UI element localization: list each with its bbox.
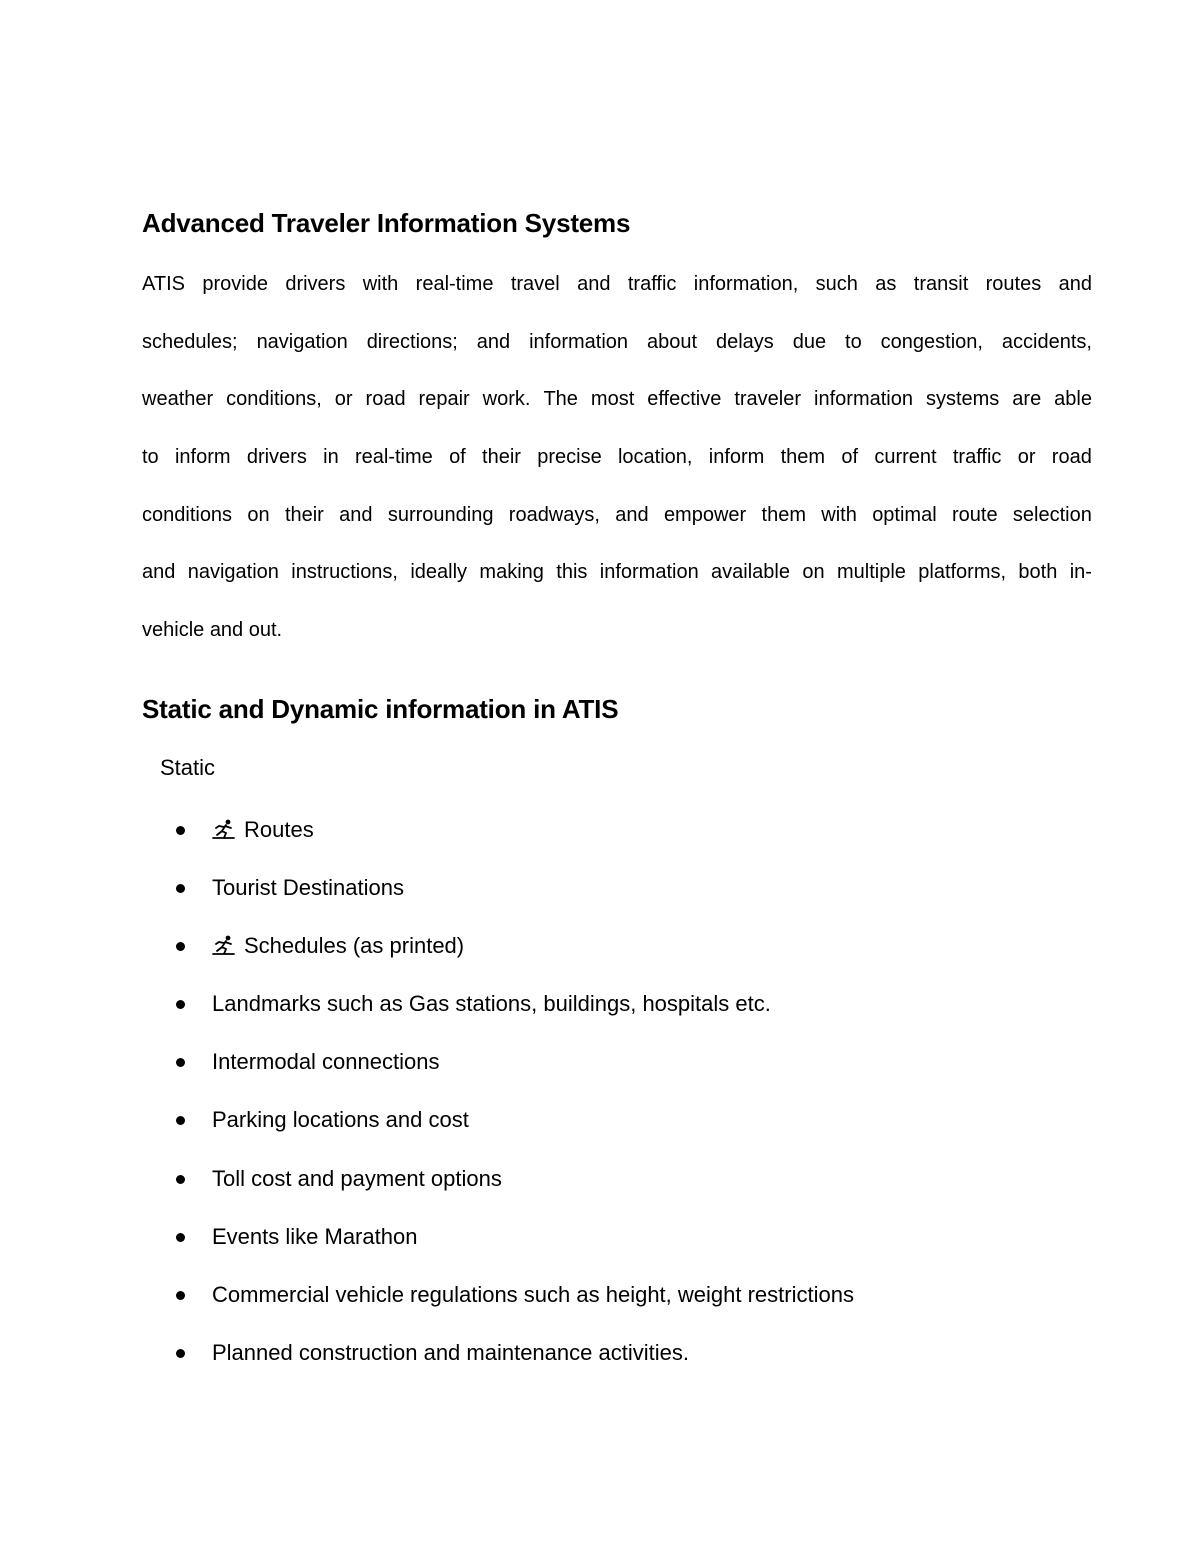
paragraph-word: of	[841, 446, 859, 469]
paragraph-word: navigation	[256, 330, 348, 353]
paragraph-word: selection	[1012, 503, 1092, 526]
list-item	[0, 1161, 1200, 1219]
paragraph-line	[142, 266, 1092, 324]
atis-paragraph	[142, 266, 1092, 670]
paragraph-word: surrounding	[387, 503, 494, 526]
heading-atis: Advanced Traveler Information Systems	[142, 208, 631, 238]
paragraph-word: on	[247, 503, 270, 526]
list-item-content	[212, 812, 314, 848]
paragraph-word: systems	[925, 388, 1000, 411]
paragraph-word: most	[590, 388, 635, 411]
paragraph-word: route	[951, 503, 998, 526]
list-item-content	[212, 928, 464, 964]
paragraph-word: traffic	[952, 446, 1002, 469]
paragraph-word: available	[711, 561, 790, 584]
list-item	[0, 812, 1200, 870]
paragraph-word: travel	[510, 273, 560, 295]
paragraph-word: repair	[418, 388, 470, 411]
paragraph-word: of	[449, 446, 466, 469]
paragraph-line	[142, 439, 1092, 497]
paragraph-line	[142, 554, 1092, 612]
paragraph-word: road	[1051, 446, 1092, 469]
paragraph-word: conditions	[142, 503, 233, 526]
paragraph-word: making	[479, 561, 544, 584]
static-label: Static	[160, 755, 216, 780]
paragraph-word: inform	[708, 446, 765, 469]
bullet-icon	[176, 1349, 185, 1358]
bullet-icon	[176, 1291, 185, 1300]
paragraph-word: drivers	[285, 273, 346, 295]
paragraph-word: real-time	[354, 446, 433, 469]
paragraph-word: provide	[202, 273, 268, 295]
paragraph-word: location,	[617, 446, 693, 469]
paragraph-word: roadways,	[508, 503, 600, 526]
list-item	[0, 928, 1200, 986]
paragraph-word: vehicle and out.	[142, 619, 283, 642]
list-item-text: Toll cost and payment options	[212, 1165, 502, 1191]
paragraph-line	[142, 324, 1092, 382]
paragraph-word: congestion,	[880, 330, 983, 353]
paragraph-word: real-time	[415, 273, 494, 295]
list-item	[0, 1277, 1200, 1335]
list-item-text: Landmarks such as Gas stations, buildings, hospitals etc.	[212, 991, 771, 1017]
list-item	[0, 870, 1200, 928]
list-item-text: Tourist Destinations	[212, 875, 404, 901]
paragraph-word: optimal	[872, 503, 937, 526]
list-item	[0, 1102, 1200, 1160]
paragraph-word: traffic	[627, 273, 677, 295]
paragraph-word: or	[1017, 446, 1036, 469]
paragraph-word: weather	[142, 388, 214, 411]
paragraph-word: and	[339, 503, 373, 526]
paragraph-word: accidents,	[1001, 330, 1092, 353]
paragraph-word: conditions,	[226, 388, 322, 411]
static-list	[0, 812, 1200, 1393]
paragraph-word: in	[323, 446, 339, 469]
paragraph-line	[142, 612, 1092, 670]
bullet-icon	[176, 826, 185, 835]
paragraph-word: and	[577, 273, 611, 295]
bullet-icon	[176, 1175, 185, 1184]
list-item	[0, 1335, 1200, 1393]
paragraph-word: The	[543, 388, 578, 411]
paragraph-word: with	[821, 503, 857, 526]
paragraph-word: their	[482, 446, 521, 469]
list-item-content	[212, 986, 771, 1022]
bullet-icon	[176, 942, 185, 951]
paragraph-word: effective	[647, 388, 722, 411]
list-item-content	[212, 1335, 689, 1371]
paragraph-word: schedules;	[142, 330, 238, 353]
list-item	[0, 1044, 1200, 1102]
paragraph-word: inform	[174, 446, 231, 469]
paragraph-word: to	[845, 330, 862, 353]
paragraph-word: and	[615, 503, 649, 526]
paragraph-word: routes	[985, 273, 1042, 295]
list-item-content	[212, 1044, 439, 1080]
paragraph-word: ideally	[410, 561, 468, 584]
paragraph-word: ATIS	[142, 273, 185, 295]
heading-static-dynamic: Static and Dynamic information in ATIS	[142, 694, 619, 724]
paragraph-word: to	[142, 446, 159, 469]
paragraph-word: in-	[1069, 561, 1092, 584]
bullet-icon	[176, 1233, 185, 1242]
paragraph-word: drivers	[246, 446, 307, 469]
paragraph-word: and	[142, 561, 176, 584]
paragraph-word: with	[362, 273, 399, 295]
list-item-text: Routes	[244, 817, 314, 842]
paragraph-line	[142, 497, 1092, 555]
list-item-text: Schedules (as printed)	[244, 933, 465, 959]
list-item-text: Planned construction and maintenance activities.	[212, 1339, 689, 1365]
paragraph-word: empower	[663, 503, 747, 526]
paragraph-word: due	[792, 330, 827, 353]
list-item-text: Events like Marathon	[212, 1223, 418, 1249]
paragraph-word: this	[556, 561, 588, 584]
list-item	[0, 986, 1200, 1044]
paragraph-word: or	[334, 388, 353, 411]
paragraph-word: them	[780, 446, 826, 469]
list-item	[0, 1219, 1200, 1277]
paragraph-word: instructions,	[291, 561, 398, 584]
paragraph-word: and	[476, 330, 511, 353]
paragraph-word: and	[1058, 273, 1092, 295]
list-item-content	[212, 1277, 854, 1313]
paragraph-word: are	[1012, 388, 1042, 411]
runner-icon	[212, 934, 236, 956]
list-item-content	[212, 1219, 417, 1255]
paragraph-word: information	[529, 330, 629, 353]
paragraph-word: platforms,	[918, 561, 1007, 584]
paragraph-word: on	[802, 561, 825, 584]
paragraph-word: about	[646, 330, 698, 353]
bullet-icon	[176, 1000, 185, 1009]
paragraph-word: as	[875, 273, 897, 295]
paragraph-word: work.	[482, 388, 531, 411]
paragraph-word: such	[815, 273, 858, 295]
list-item-text: Intermodal connections	[212, 1049, 440, 1075]
list-item-text: Parking locations and cost	[212, 1107, 469, 1133]
list-item-content	[212, 1102, 469, 1138]
paragraph-word: delays	[715, 330, 774, 353]
list-item-content	[212, 870, 404, 906]
paragraph-word: their	[284, 503, 324, 526]
runner-icon	[212, 818, 236, 840]
paragraph-word: current	[874, 446, 937, 469]
paragraph-word: transit	[913, 273, 969, 295]
paragraph-word: information	[814, 388, 913, 411]
paragraph-word: them	[761, 503, 806, 526]
paragraph-word: able	[1054, 388, 1092, 411]
paragraph-word: precise	[537, 446, 602, 469]
paragraph-word: road	[365, 388, 406, 411]
bullet-icon	[176, 884, 185, 893]
bullet-icon	[176, 1058, 185, 1067]
bullet-icon	[176, 1116, 185, 1125]
paragraph-word: both	[1018, 561, 1058, 584]
paragraph-word: information,	[693, 273, 799, 295]
paragraph-word: traveler	[734, 388, 802, 411]
paragraph-word: multiple	[836, 561, 906, 584]
paragraph-word: navigation	[187, 561, 279, 584]
list-item-text: Commercial vehicle regulations such as height, weight restrictions	[212, 1281, 854, 1307]
paragraph-line	[142, 381, 1092, 439]
list-item-content	[212, 1161, 502, 1197]
paragraph-word: directions;	[366, 330, 458, 353]
paragraph-word: information	[599, 561, 699, 584]
